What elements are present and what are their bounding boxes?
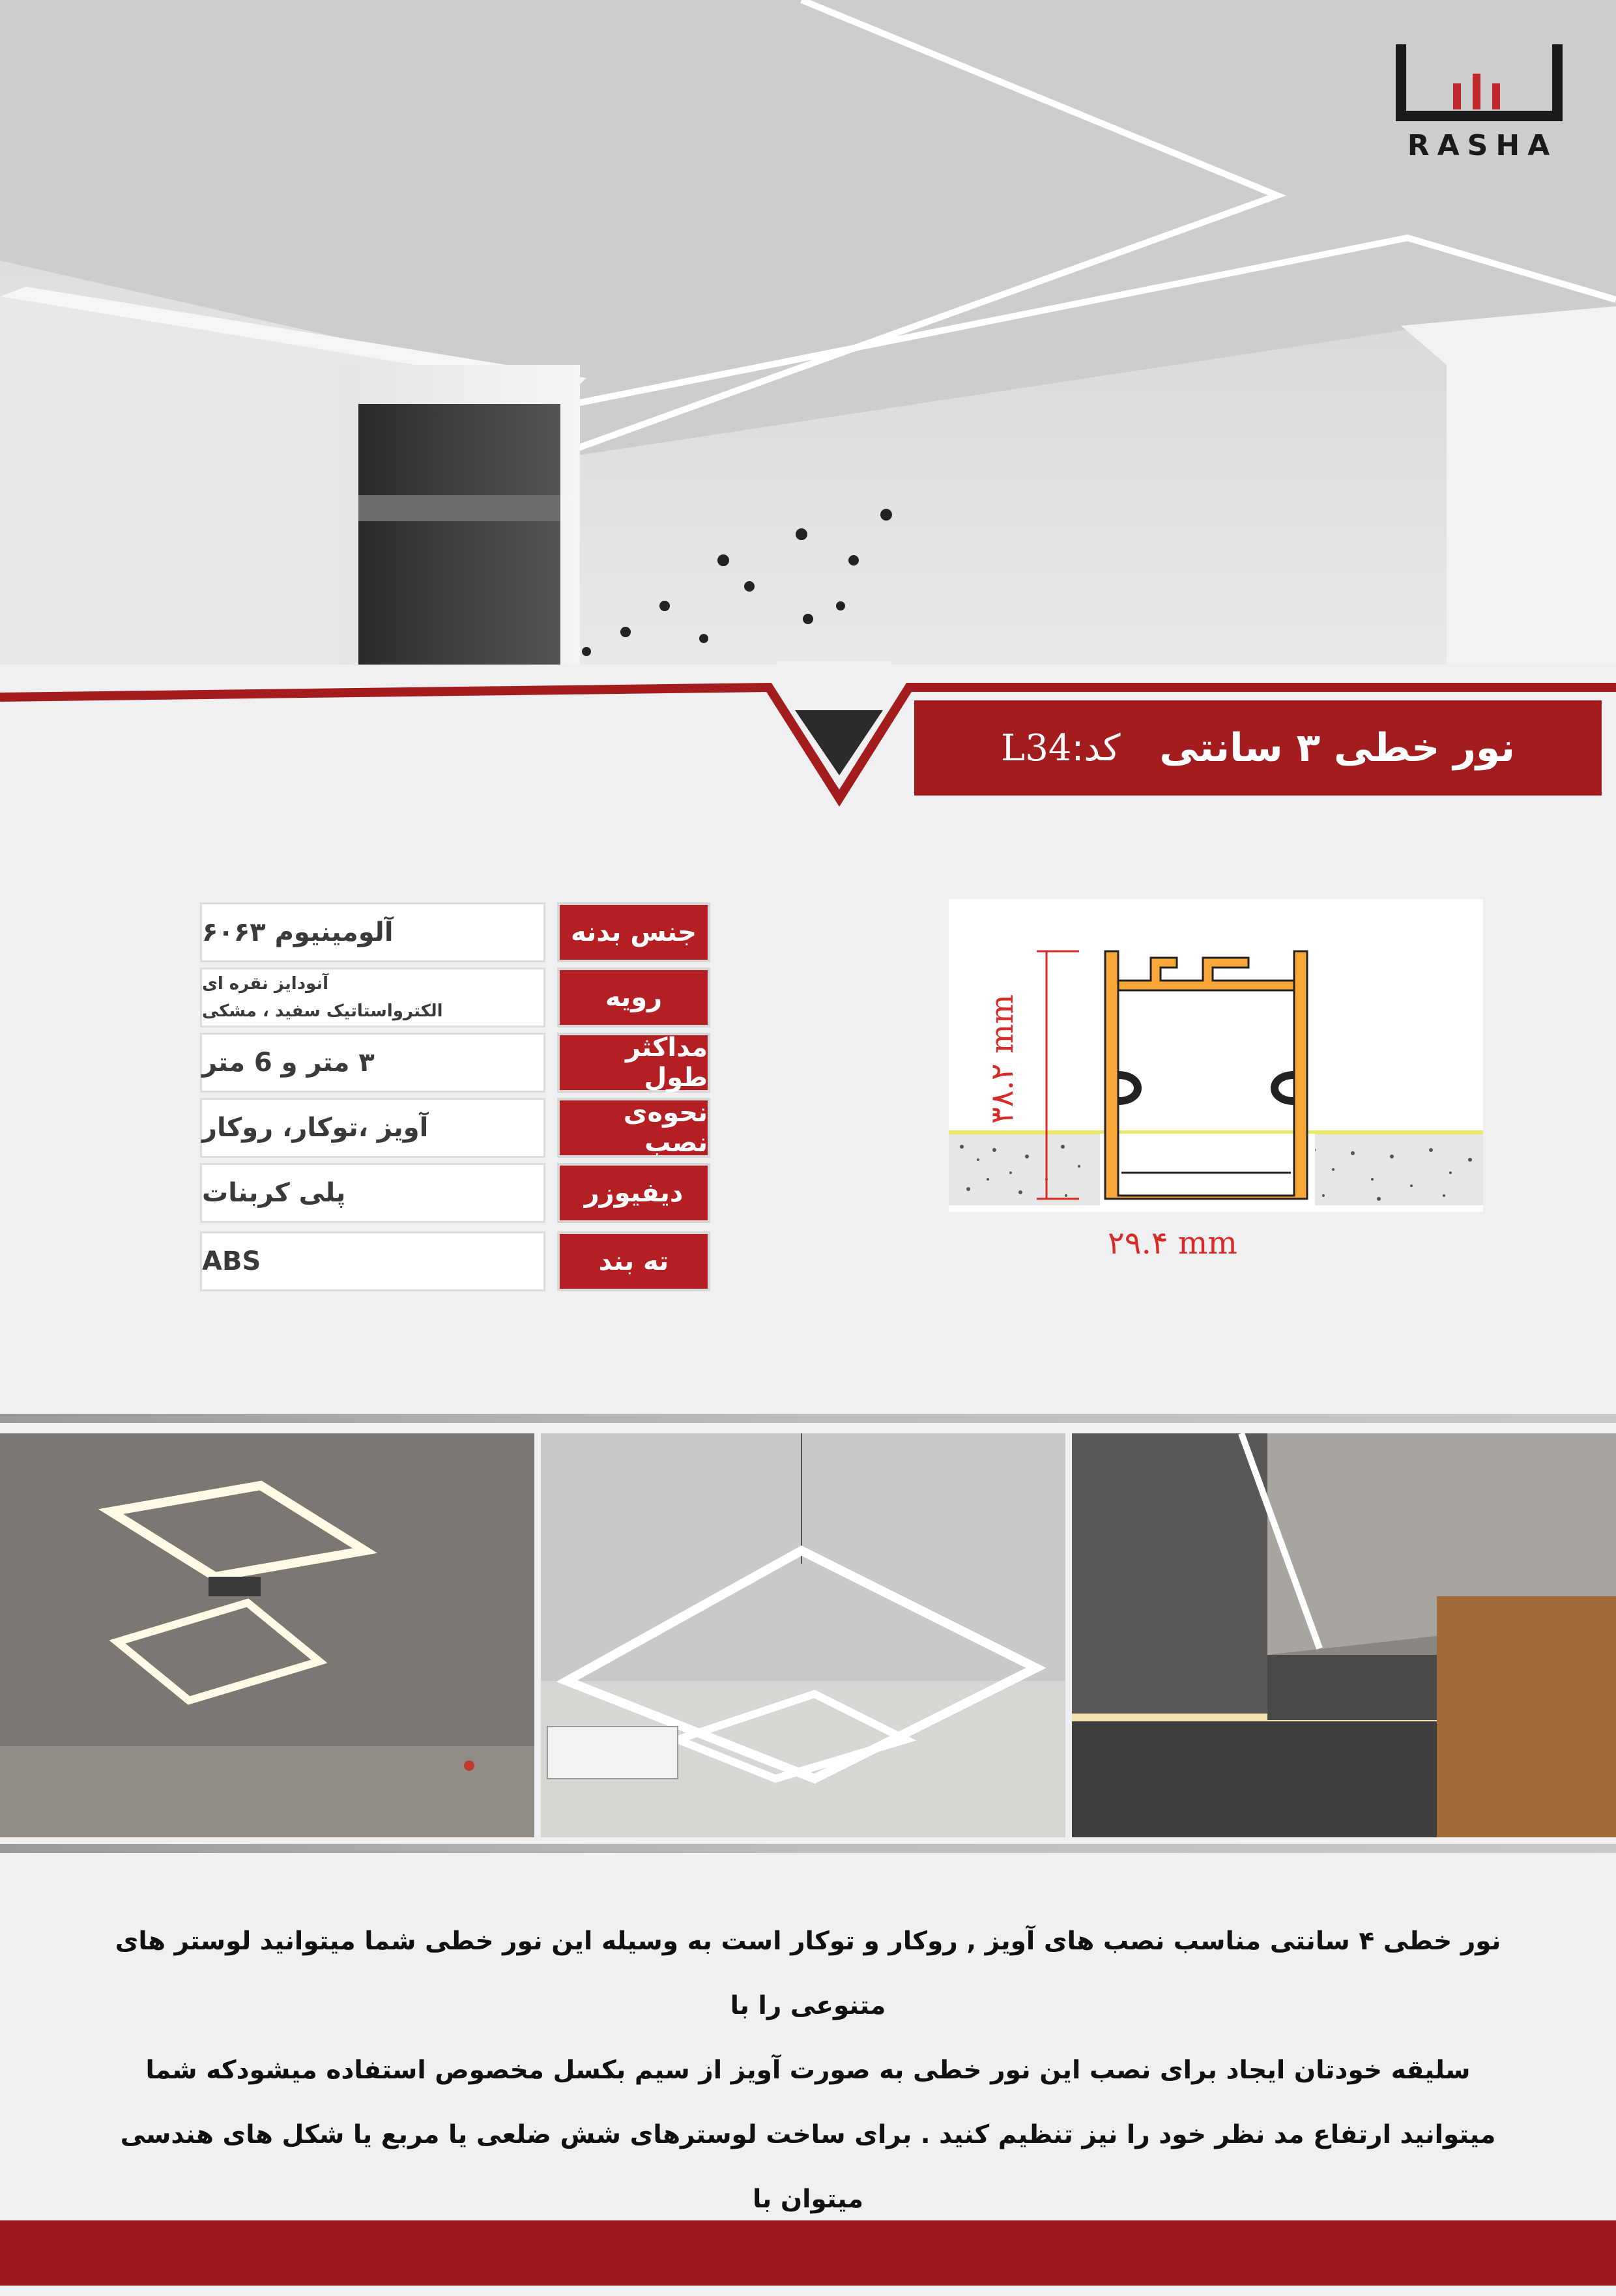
spec-row-finish [200, 968, 712, 1027]
hero-banner [0, 0, 1616, 665]
pendant-square-light-icon [541, 1433, 1065, 1837]
profile-width-dimension: ۲۹.۴ mm [1108, 1225, 1237, 1261]
spec-label: ته بند [557, 1231, 710, 1291]
product-title-bar [914, 700, 1602, 796]
spec-row-diffuser [200, 1163, 712, 1223]
rasha-logo-icon [1394, 31, 1570, 129]
gallery-photo-kitchen-linear-light [1072, 1433, 1616, 1837]
spec-label: مداکثر طول [557, 1033, 710, 1093]
product-title: نور خطی ۳ سانتی [1159, 725, 1516, 771]
profile-height-dimension: ۳۸.۲ mm [984, 994, 1020, 1124]
spec-value: ۳ متر و 6 متر [200, 1033, 545, 1093]
product-code: L34 [1001, 726, 1072, 769]
square-ceiling-light-icon [0, 1433, 534, 1837]
profile-cross-section-diagram [949, 899, 1483, 1212]
profile-drawing-icon [949, 899, 1483, 1212]
description-line: نور خطی ۴ سانتی مناسب نصب های آویز , روکار و توکار است به وسیله این نور خطی شما میتوانید لوستر های متنوعی را با [115, 1927, 1501, 2020]
footer-band [0, 2220, 1616, 2286]
gallery-top-divider [0, 1414, 1616, 1423]
gallery-photo-pendant-square-light [541, 1433, 1065, 1837]
gallery-bottom-divider [0, 1844, 1616, 1853]
spec-row-installation [200, 1098, 712, 1158]
brand-logo [1394, 31, 1570, 168]
brand-name: RASHA [1407, 129, 1558, 162]
spec-value: پلی کربنات [200, 1163, 545, 1223]
kitchen-linear-light-icon [1072, 1433, 1616, 1837]
product-code-label: کد: [1071, 726, 1121, 769]
spec-value-line: آنودایز نقره ای [202, 974, 329, 994]
spec-value [200, 968, 545, 1027]
spec-label: دیفیوزر [557, 1163, 710, 1223]
spec-value: آلومینیوم ۶۰۶۳ [200, 902, 545, 962]
description-line: سلیقه خودتان ایجاد برای نصب این نور خطی به صورت آویز از سیم بکسل مخصوص استفاده میشودکه شما [145, 2056, 1471, 2085]
spec-value: آویز ،توکار، روکار [200, 1098, 545, 1158]
spec-row-end-cap [200, 1231, 712, 1291]
spec-label: جنس بدنه [557, 902, 710, 962]
section-divider-chevron [0, 0, 1616, 665]
spec-value-line: الکترواستاتیک سفید ، مشکی [202, 1001, 443, 1021]
description-line: میتوانید ارتفاع مد نظر خود را نیز تنظیم کنید . برای ساخت لوسترهای شش ضلعی یا مربع یا شکل های هندسی میتوان با [120, 2120, 1496, 2214]
spec-value: ABS [200, 1231, 545, 1291]
spec-row-body-material [200, 902, 712, 962]
spec-row-max-length [200, 1033, 712, 1093]
gallery-photo-square-ceiling-light [0, 1433, 534, 1837]
spec-label: رویه [557, 968, 710, 1027]
spec-label: نحوه‌ی نصب [557, 1098, 710, 1158]
